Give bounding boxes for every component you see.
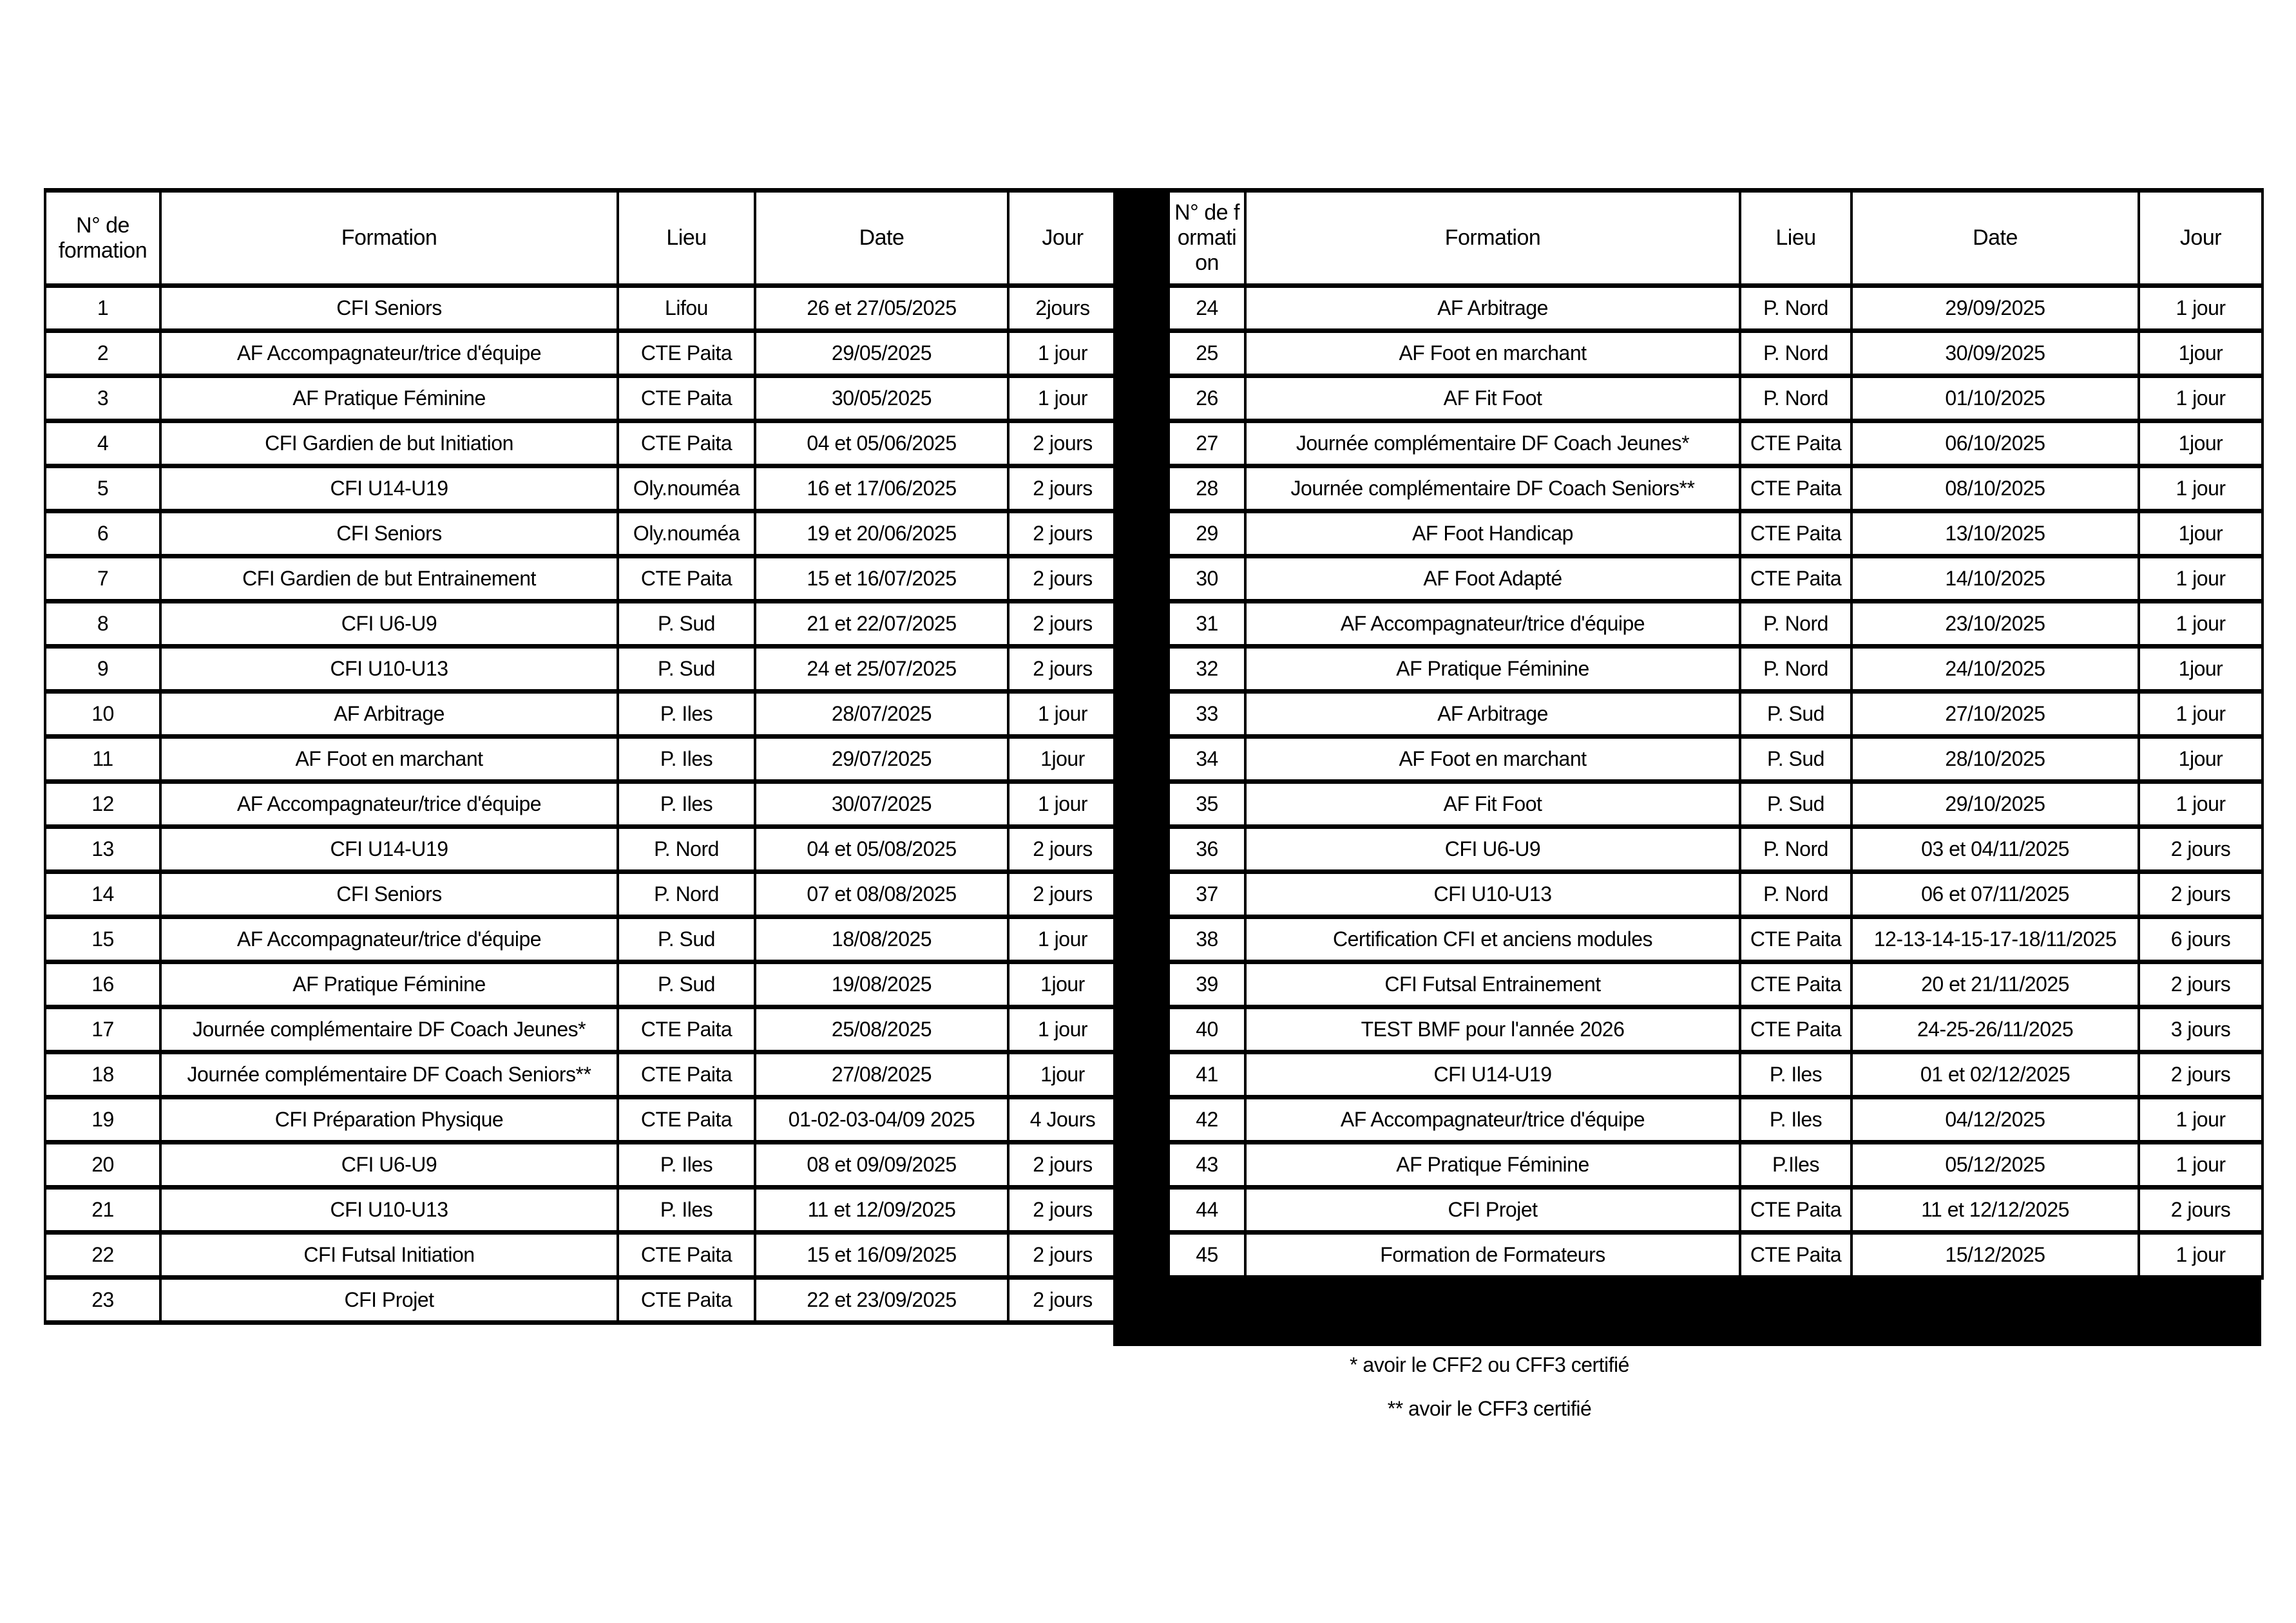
cell-lieu: P. Nord xyxy=(1740,331,1851,376)
header-row xyxy=(45,191,1117,286)
cell-formation: Formation de Formateurs xyxy=(1245,1233,1740,1278)
cell-formation: Journée complémentaire DF Coach Jeunes* xyxy=(160,1007,618,1052)
cell-date: 11 et 12/09/2025 xyxy=(755,1188,1008,1233)
cell-num: 6 xyxy=(45,511,160,556)
cell-lieu: P. Sud xyxy=(1740,782,1851,827)
cell-num: 10 xyxy=(45,692,160,737)
cell-date: 29/05/2025 xyxy=(755,331,1008,376)
table-row xyxy=(1169,511,2263,556)
cell-date: 29/09/2025 xyxy=(1851,286,2139,331)
cell-formation: AF Pratique Féminine xyxy=(1245,1143,1740,1188)
cell-date: 19/08/2025 xyxy=(755,962,1008,1007)
cell-num: 32 xyxy=(1169,647,1245,692)
cell-lieu: CTE Paita xyxy=(618,421,755,466)
cell-num: 36 xyxy=(1169,827,1245,872)
cell-lieu: P. Iles xyxy=(618,1188,755,1233)
cell-lieu: CTE Paita xyxy=(618,1097,755,1143)
table-row xyxy=(1169,782,2263,827)
table-row xyxy=(45,331,1117,376)
table-row xyxy=(1169,1097,2263,1143)
cell-date: 27/10/2025 xyxy=(1851,692,2139,737)
formations-table-right xyxy=(1167,188,2264,1280)
cell-date: 30/09/2025 xyxy=(1851,331,2139,376)
table-row xyxy=(1169,917,2263,962)
table-row xyxy=(1169,556,2263,602)
cell-formation: CFI Seniors xyxy=(160,872,618,917)
cell-jour: 2 jours xyxy=(1008,466,1117,511)
table-row xyxy=(1169,331,2263,376)
cell-lieu: CTE Paita xyxy=(1740,1188,1851,1233)
cell-formation: CFI U10-U13 xyxy=(160,1188,618,1233)
cell-formation: AF Foot en marchant xyxy=(160,737,618,782)
cell-jour: 2 jours xyxy=(1008,1233,1117,1278)
cell-lieu: CTE Paita xyxy=(1740,466,1851,511)
cell-date: 14/10/2025 xyxy=(1851,556,2139,602)
cell-formation: AF Foot en marchant xyxy=(1245,737,1740,782)
black-filler-bar xyxy=(1167,1278,2261,1346)
table-row xyxy=(1169,1052,2263,1097)
table-row xyxy=(1169,421,2263,466)
cell-formation: CFI U14-U19 xyxy=(160,827,618,872)
cell-date: 20 et 21/11/2025 xyxy=(1851,962,2139,1007)
cell-num: 14 xyxy=(45,872,160,917)
cell-jour: 1jour xyxy=(1008,962,1117,1007)
cell-date: 13/10/2025 xyxy=(1851,511,2139,556)
cell-formation: AF Pratique Féminine xyxy=(1245,647,1740,692)
table-row xyxy=(45,376,1117,421)
cell-formation: CFI Projet xyxy=(160,1278,618,1323)
table-row xyxy=(1169,827,2263,872)
cell-jour: 2 jours xyxy=(1008,511,1117,556)
cell-date: 15 et 16/09/2025 xyxy=(755,1233,1008,1278)
cell-num: 3 xyxy=(45,376,160,421)
cell-jour: 1 jour xyxy=(1008,917,1117,962)
cell-formation: CFI Gardien de but Entrainement xyxy=(160,556,618,602)
table-row xyxy=(45,421,1117,466)
cell-lieu: P. Nord xyxy=(618,872,755,917)
cell-formation: AF Arbitrage xyxy=(160,692,618,737)
cell-lieu: Oly.nouméa xyxy=(618,466,755,511)
cell-jour: 1 jour xyxy=(2139,466,2263,511)
table-row xyxy=(45,647,1117,692)
cell-lieu: P. Nord xyxy=(1740,376,1851,421)
cell-num: 27 xyxy=(1169,421,1245,466)
cell-jour: 1 jour xyxy=(2139,1143,2263,1188)
cell-num: 43 xyxy=(1169,1143,1245,1188)
cell-date: 04/12/2025 xyxy=(1851,1097,2139,1143)
cell-num: 19 xyxy=(45,1097,160,1143)
cell-num: 22 xyxy=(45,1233,160,1278)
table-row xyxy=(45,917,1117,962)
cell-jour: 1 jour xyxy=(2139,286,2263,331)
cell-lieu: P. Sud xyxy=(618,602,755,647)
cell-formation: CFI Futsal Entrainement xyxy=(1245,962,1740,1007)
cell-lieu: CTE Paita xyxy=(618,556,755,602)
table-row xyxy=(1169,647,2263,692)
cell-jour: 1jour xyxy=(1008,737,1117,782)
header-jour: Jour xyxy=(2139,191,2263,286)
table-row xyxy=(45,556,1117,602)
cell-formation: AF Fit Foot xyxy=(1245,782,1740,827)
cell-lieu: P. Iles xyxy=(618,692,755,737)
cell-formation: CFI U6-U9 xyxy=(160,1143,618,1188)
cell-jour: 2 jours xyxy=(1008,1143,1117,1188)
cell-jour: 1 jour xyxy=(2139,692,2263,737)
cell-num: 42 xyxy=(1169,1097,1245,1143)
cell-num: 1 xyxy=(45,286,160,331)
cell-formation: CFI U6-U9 xyxy=(1245,827,1740,872)
cell-formation: AF Accompagnateur/trice d'équipe xyxy=(1245,1097,1740,1143)
cell-date: 12-13-14-15-17-18/11/2025 xyxy=(1851,917,2139,962)
cell-formation: AF Arbitrage xyxy=(1245,692,1740,737)
cell-formation: TEST BMF pour l'année 2026 xyxy=(1245,1007,1740,1052)
cell-formation: CFI U10-U13 xyxy=(160,647,618,692)
cell-lieu: Oly.nouméa xyxy=(618,511,755,556)
footnotes xyxy=(1167,1343,1812,1430)
cell-jour: 1jour xyxy=(2139,511,2263,556)
cell-jour: 4 Jours xyxy=(1008,1097,1117,1143)
cell-date: 26 et 27/05/2025 xyxy=(755,286,1008,331)
cell-lieu: CTE Paita xyxy=(1740,917,1851,962)
cell-jour: 1jour xyxy=(1008,1052,1117,1097)
cell-lieu: P. Sud xyxy=(618,917,755,962)
cell-num: 15 xyxy=(45,917,160,962)
cell-date: 08/10/2025 xyxy=(1851,466,2139,511)
cell-date: 15/12/2025 xyxy=(1851,1233,2139,1278)
table-row xyxy=(1169,1143,2263,1188)
cell-jour: 2 jours xyxy=(1008,872,1117,917)
cell-date: 06 et 07/11/2025 xyxy=(1851,872,2139,917)
table-row xyxy=(1169,1007,2263,1052)
cell-date: 04 et 05/06/2025 xyxy=(755,421,1008,466)
cell-date: 24 et 25/07/2025 xyxy=(755,647,1008,692)
cell-jour: 2jours xyxy=(1008,286,1117,331)
cell-date: 06/10/2025 xyxy=(1851,421,2139,466)
cell-date: 04 et 05/08/2025 xyxy=(755,827,1008,872)
cell-formation: AF Foot Adapté xyxy=(1245,556,1740,602)
cell-num: 5 xyxy=(45,466,160,511)
header-date: Date xyxy=(755,191,1008,286)
table-row xyxy=(45,286,1117,331)
cell-lieu: P. Nord xyxy=(618,827,755,872)
cell-num: 16 xyxy=(45,962,160,1007)
cell-num: 17 xyxy=(45,1007,160,1052)
cell-date: 29/07/2025 xyxy=(755,737,1008,782)
cell-date: 24-25-26/11/2025 xyxy=(1851,1007,2139,1052)
cell-jour: 1 jour xyxy=(1008,782,1117,827)
cell-num: 31 xyxy=(1169,602,1245,647)
cell-num: 21 xyxy=(45,1188,160,1233)
cell-num: 33 xyxy=(1169,692,1245,737)
cell-lieu: P. Iles xyxy=(618,1143,755,1188)
cell-date: 29/10/2025 xyxy=(1851,782,2139,827)
table-row xyxy=(45,1143,1117,1188)
header-jour: Jour xyxy=(1008,191,1117,286)
cell-formation: Journée complémentaire DF Coach Seniors** xyxy=(160,1052,618,1097)
cell-num: 40 xyxy=(1169,1007,1245,1052)
header-date: Date xyxy=(1851,191,2139,286)
cell-num: 29 xyxy=(1169,511,1245,556)
cell-date: 16 et 17/06/2025 xyxy=(755,466,1008,511)
cell-lieu: P. Sud xyxy=(618,962,755,1007)
table-row xyxy=(1169,1188,2263,1233)
cell-date: 07 et 08/08/2025 xyxy=(755,872,1008,917)
table-row xyxy=(1169,872,2263,917)
table-row xyxy=(45,1278,1117,1323)
footnote-cff3: ** avoir le CFF3 certifié xyxy=(1387,1397,1592,1420)
table-row xyxy=(1169,737,2263,782)
cell-jour: 1 jour xyxy=(2139,1097,2263,1143)
cell-jour: 1jour xyxy=(2139,737,2263,782)
cell-date: 11 et 12/12/2025 xyxy=(1851,1188,2139,1233)
cell-jour: 2 jours xyxy=(1008,647,1117,692)
cell-date: 01 et 02/12/2025 xyxy=(1851,1052,2139,1097)
table-row xyxy=(45,511,1117,556)
cell-lieu: CTE Paita xyxy=(1740,1007,1851,1052)
table-row xyxy=(1169,962,2263,1007)
cell-num: 4 xyxy=(45,421,160,466)
cell-date: 15 et 16/07/2025 xyxy=(755,556,1008,602)
cell-formation: AF Arbitrage xyxy=(1245,286,1740,331)
cell-lieu: P. Sud xyxy=(1740,692,1851,737)
table-row xyxy=(45,782,1117,827)
cell-formation: CFI U14-U19 xyxy=(160,466,618,511)
cell-formation: AF Accompagnateur/trice d'équipe xyxy=(160,782,618,827)
cell-num: 8 xyxy=(45,602,160,647)
cell-jour: 2 jours xyxy=(1008,1278,1117,1323)
table-row xyxy=(45,962,1117,1007)
cell-formation: CFI Préparation Physique xyxy=(160,1097,618,1143)
cell-num: 25 xyxy=(1169,331,1245,376)
table-row xyxy=(45,1007,1117,1052)
cell-jour: 2 jours xyxy=(2139,827,2263,872)
cell-lieu: CTE Paita xyxy=(1740,1233,1851,1278)
cell-jour: 2 jours xyxy=(1008,827,1117,872)
cell-date: 05/12/2025 xyxy=(1851,1143,2139,1188)
cell-lieu: P.Iles xyxy=(1740,1143,1851,1188)
cell-formation: CFI Gardien de but Initiation xyxy=(160,421,618,466)
cell-num: 28 xyxy=(1169,466,1245,511)
footnote-cff2-cff3: * avoir le CFF2 ou CFF3 certifié xyxy=(1350,1353,1629,1376)
cell-num: 11 xyxy=(45,737,160,782)
cell-num: 2 xyxy=(45,331,160,376)
cell-lieu: P. Nord xyxy=(1740,286,1851,331)
cell-jour: 2 jours xyxy=(1008,421,1117,466)
cell-jour: 1jour xyxy=(2139,331,2263,376)
cell-num: 37 xyxy=(1169,872,1245,917)
table-row xyxy=(1169,376,2263,421)
cell-date: 03 et 04/11/2025 xyxy=(1851,827,2139,872)
cell-formation: CFI U10-U13 xyxy=(1245,872,1740,917)
cell-date: 24/10/2025 xyxy=(1851,647,2139,692)
cell-num: 30 xyxy=(1169,556,1245,602)
cell-jour: 3 jours xyxy=(2139,1007,2263,1052)
header-lieu: Lieu xyxy=(1740,191,1851,286)
cell-num: 44 xyxy=(1169,1188,1245,1233)
cell-date: 25/08/2025 xyxy=(755,1007,1008,1052)
cell-lieu: CTE Paita xyxy=(618,1052,755,1097)
cell-date: 30/05/2025 xyxy=(755,376,1008,421)
cell-formation: CFI Seniors xyxy=(160,511,618,556)
header-formation: Formation xyxy=(1245,191,1740,286)
cell-formation: AF Accompagnateur/trice d'équipe xyxy=(160,331,618,376)
table-row xyxy=(45,602,1117,647)
cell-num: 7 xyxy=(45,556,160,602)
cell-num: 20 xyxy=(45,1143,160,1188)
table-row xyxy=(1169,286,2263,331)
table-row xyxy=(45,1052,1117,1097)
cell-formation: CFI U14-U19 xyxy=(1245,1052,1740,1097)
cell-lieu: P. Sud xyxy=(618,647,755,692)
cell-num: 13 xyxy=(45,827,160,872)
cell-num: 41 xyxy=(1169,1052,1245,1097)
cell-num: 12 xyxy=(45,782,160,827)
cell-num: 23 xyxy=(45,1278,160,1323)
cell-jour: 1 jour xyxy=(2139,556,2263,602)
table-row xyxy=(45,466,1117,511)
cell-lieu: P. Iles xyxy=(618,737,755,782)
cell-formation: AF Accompagnateur/trice d'équipe xyxy=(1245,602,1740,647)
cell-formation: AF Foot en marchant xyxy=(1245,331,1740,376)
table-row xyxy=(45,737,1117,782)
cell-jour: 1 jour xyxy=(1008,376,1117,421)
header-num-formation: N° de formation xyxy=(45,191,160,286)
cell-date: 08 et 09/09/2025 xyxy=(755,1143,1008,1188)
cell-formation: AF Foot Handicap xyxy=(1245,511,1740,556)
cell-formation: CFI Seniors xyxy=(160,286,618,331)
cell-lieu: CTE Paita xyxy=(618,1278,755,1323)
cell-formation: AF Pratique Féminine xyxy=(160,376,618,421)
cell-num: 39 xyxy=(1169,962,1245,1007)
cell-jour: 1 jour xyxy=(2139,602,2263,647)
cell-lieu: CTE Paita xyxy=(618,1007,755,1052)
cell-formation: AF Pratique Féminine xyxy=(160,962,618,1007)
formations-table-left xyxy=(44,188,1118,1325)
cell-num: 18 xyxy=(45,1052,160,1097)
table-row xyxy=(1169,466,2263,511)
cell-date: 30/07/2025 xyxy=(755,782,1008,827)
cell-lieu: CTE Paita xyxy=(618,1233,755,1278)
cell-lieu: Lifou xyxy=(618,286,755,331)
table-row xyxy=(45,1188,1117,1233)
cell-lieu: P. Nord xyxy=(1740,647,1851,692)
cell-jour: 6 jours xyxy=(2139,917,2263,962)
cell-jour: 2 jours xyxy=(2139,962,2263,1007)
cell-lieu: P. Nord xyxy=(1740,872,1851,917)
cell-date: 28/07/2025 xyxy=(755,692,1008,737)
table-divider-bar xyxy=(1113,188,1167,1346)
cell-date: 21 et 22/07/2025 xyxy=(755,602,1008,647)
cell-lieu: CTE Paita xyxy=(618,331,755,376)
cell-jour: 1 jour xyxy=(2139,1233,2263,1278)
cell-lieu: CTE Paita xyxy=(618,376,755,421)
cell-date: 18/08/2025 xyxy=(755,917,1008,962)
table-row xyxy=(45,827,1117,872)
cell-lieu: P. Sud xyxy=(1740,737,1851,782)
header-row xyxy=(1169,191,2263,286)
cell-jour: 1 jour xyxy=(1008,1007,1117,1052)
cell-jour: 2 jours xyxy=(1008,1188,1117,1233)
cell-jour: 1 jour xyxy=(2139,376,2263,421)
cell-num: 26 xyxy=(1169,376,1245,421)
cell-jour: 1 jour xyxy=(1008,692,1117,737)
cell-lieu: P. Iles xyxy=(1740,1097,1851,1143)
cell-lieu: CTE Paita xyxy=(1740,511,1851,556)
cell-num: 24 xyxy=(1169,286,1245,331)
cell-jour: 1 jour xyxy=(1008,331,1117,376)
cell-date: 23/10/2025 xyxy=(1851,602,2139,647)
cell-formation: Journée complémentaire DF Coach Jeunes* xyxy=(1245,421,1740,466)
cell-formation: CFI Futsal Initiation xyxy=(160,1233,618,1278)
cell-jour: 1 jour xyxy=(2139,782,2263,827)
table-row xyxy=(1169,692,2263,737)
cell-date: 01/10/2025 xyxy=(1851,376,2139,421)
cell-num: 38 xyxy=(1169,917,1245,962)
cell-lieu: P. Iles xyxy=(1740,1052,1851,1097)
cell-lieu: CTE Paita xyxy=(1740,962,1851,1007)
cell-jour: 2 jours xyxy=(2139,872,2263,917)
cell-date: 19 et 20/06/2025 xyxy=(755,511,1008,556)
cell-lieu: P. Nord xyxy=(1740,827,1851,872)
cell-formation: Certification CFI et anciens modules xyxy=(1245,917,1740,962)
cell-jour: 2 jours xyxy=(1008,556,1117,602)
table-row xyxy=(45,1233,1117,1278)
table-row xyxy=(45,1097,1117,1143)
cell-lieu: P. Iles xyxy=(618,782,755,827)
cell-date: 01-02-03-04/09 2025 xyxy=(755,1097,1008,1143)
cell-date: 28/10/2025 xyxy=(1851,737,2139,782)
cell-date: 22 et 23/09/2025 xyxy=(755,1278,1008,1323)
table-row xyxy=(1169,1233,2263,1278)
cell-num: 45 xyxy=(1169,1233,1245,1278)
cell-jour: 1jour xyxy=(2139,421,2263,466)
cell-lieu: CTE Paita xyxy=(1740,421,1851,466)
table-row xyxy=(45,692,1117,737)
header-lieu: Lieu xyxy=(618,191,755,286)
cell-date: 27/08/2025 xyxy=(755,1052,1008,1097)
cell-formation: AF Fit Foot xyxy=(1245,376,1740,421)
cell-formation: Journée complémentaire DF Coach Seniors** xyxy=(1245,466,1740,511)
table-row xyxy=(45,872,1117,917)
cell-formation: CFI Projet xyxy=(1245,1188,1740,1233)
cell-num: 34 xyxy=(1169,737,1245,782)
cell-num: 35 xyxy=(1169,782,1245,827)
cell-jour: 2 jours xyxy=(2139,1188,2263,1233)
cell-num: 9 xyxy=(45,647,160,692)
cell-lieu: CTE Paita xyxy=(1740,556,1851,602)
cell-jour: 1jour xyxy=(2139,647,2263,692)
header-num-formation: N° de formation xyxy=(1169,191,1245,286)
header-formation: Formation xyxy=(160,191,618,286)
cell-formation: AF Accompagnateur/trice d'équipe xyxy=(160,917,618,962)
cell-jour: 2 jours xyxy=(1008,602,1117,647)
cell-jour: 2 jours xyxy=(2139,1052,2263,1097)
cell-lieu: P. Nord xyxy=(1740,602,1851,647)
cell-formation: CFI U6-U9 xyxy=(160,602,618,647)
table-row xyxy=(1169,602,2263,647)
